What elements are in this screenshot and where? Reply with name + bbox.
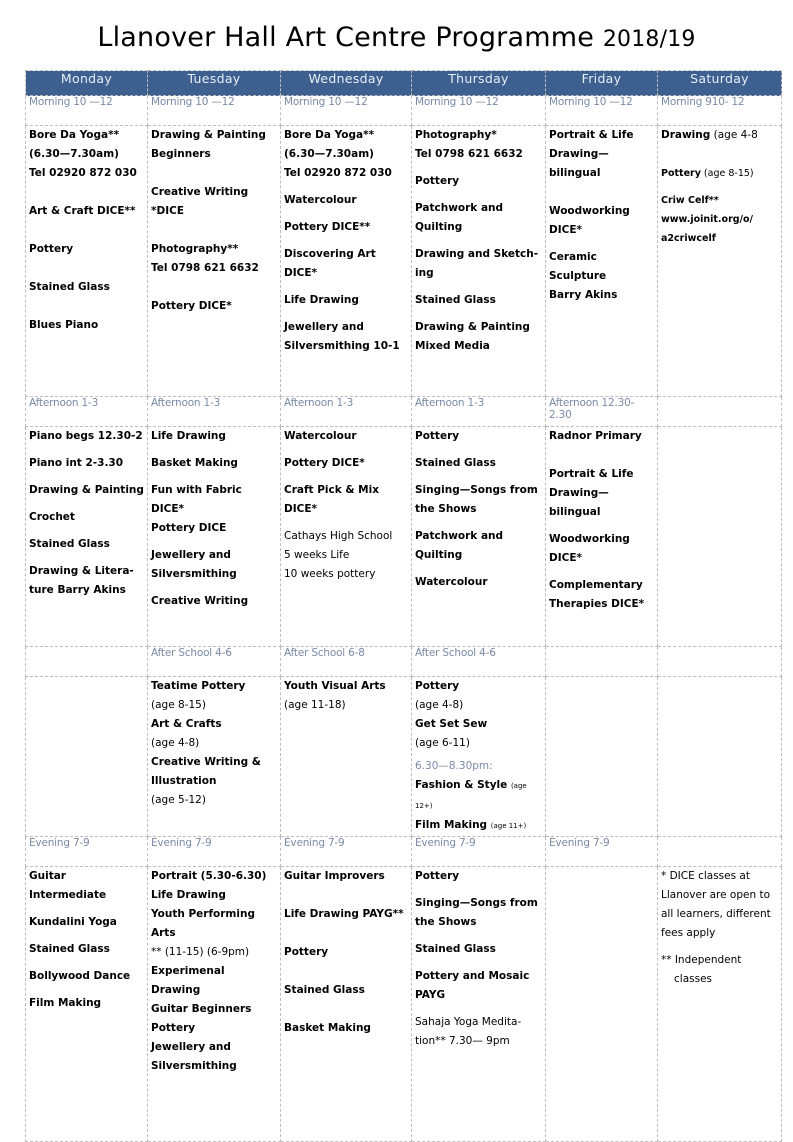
slot-label-inline: 6.30—8.30pm: bbox=[415, 760, 493, 772]
class-item: Life Drawing bbox=[151, 889, 226, 901]
class-item: ing bbox=[415, 267, 434, 279]
slot-label: After School 4-6 bbox=[412, 647, 546, 677]
slot-label: Afternoon 1-3 bbox=[148, 397, 281, 427]
slot-label: Afternoon 1-3 bbox=[412, 397, 546, 427]
class-item: Guitar Improvers bbox=[284, 870, 385, 882]
friday-morning-classes bbox=[546, 126, 658, 397]
monday-afternoon-classes bbox=[26, 427, 148, 647]
class-item: Woodworking bbox=[549, 533, 630, 545]
class-item: Creative Writing bbox=[151, 186, 249, 198]
monday-after-school-classes bbox=[26, 677, 148, 837]
evening-classes-row bbox=[26, 867, 782, 1142]
class-item: Craft Pick & Mix bbox=[284, 484, 380, 496]
class-item: Tel 02920 872 030 bbox=[29, 167, 137, 179]
slot-label bbox=[658, 397, 782, 427]
class-item: Barry Akins bbox=[549, 289, 618, 301]
class-item: Youth Visual Arts bbox=[284, 680, 386, 692]
class-item: Stained Glass bbox=[29, 538, 110, 550]
title-year: 2018/19 bbox=[602, 27, 696, 52]
class-item: Radnor Primary bbox=[549, 430, 642, 442]
footnote-dice: Llanover are open to bbox=[661, 889, 771, 901]
class-item: Pottery DICE* bbox=[151, 300, 232, 312]
morning-slot-row bbox=[26, 96, 782, 126]
class-item: Quilting bbox=[415, 549, 463, 561]
class-item: Drawing & Painting bbox=[151, 129, 266, 141]
class-item: Stained Glass bbox=[284, 984, 365, 996]
class-item: Stained Glass bbox=[415, 294, 496, 306]
class-item: Singing—Songs from bbox=[415, 897, 538, 909]
class-note: Sahaja Yoga Medita- bbox=[415, 1016, 522, 1028]
slot-label bbox=[658, 837, 782, 867]
footnote-independent: ** Independent bbox=[661, 954, 742, 966]
class-item: Singing—Songs from bbox=[415, 484, 538, 496]
saturday-afternoon-classes bbox=[658, 427, 782, 647]
class-item: Basket Making bbox=[151, 457, 238, 469]
class-item: Quilting bbox=[415, 221, 463, 233]
slot-label: Morning 10 —12 bbox=[412, 96, 546, 126]
class-item: bilingual bbox=[549, 506, 601, 518]
slot-label: After School 4-6 bbox=[148, 647, 281, 677]
class-item: Pottery (age 8-15) bbox=[661, 168, 754, 179]
class-item: Get Set Sew bbox=[415, 718, 488, 730]
class-item: Tel 0798 621 6632 bbox=[415, 148, 523, 160]
tuesday-afternoon-classes bbox=[148, 427, 281, 647]
class-item: Beginners bbox=[151, 148, 211, 160]
class-item: Piano int 2-3.30 bbox=[29, 457, 124, 469]
slot-label bbox=[26, 647, 148, 677]
class-item: Stained Glass bbox=[415, 457, 496, 469]
class-item: Mixed Media bbox=[415, 340, 490, 352]
class-item: Pottery DICE* bbox=[284, 457, 365, 469]
class-item: Complementary bbox=[549, 579, 643, 591]
afternoon-slot-row bbox=[26, 397, 782, 427]
class-item: Teatime Pottery bbox=[151, 680, 246, 692]
class-item: Pottery bbox=[415, 430, 460, 442]
class-item: Watercolour bbox=[284, 430, 357, 442]
class-item: the Shows bbox=[415, 916, 477, 928]
slot-label: Evening 7-9 bbox=[546, 837, 658, 867]
class-item: Drawing— bbox=[549, 148, 609, 160]
class-age: (age 4-8) bbox=[151, 737, 200, 749]
class-note: 5 weeks Life bbox=[284, 549, 350, 561]
day-wednesday: Wednesday bbox=[281, 71, 412, 96]
class-item: Life Drawing PAYG** bbox=[284, 908, 404, 920]
class-item: Woodworking bbox=[549, 205, 630, 217]
class-item: Ceramic Sculpture bbox=[549, 251, 607, 282]
class-item: Photography* bbox=[415, 129, 497, 141]
wednesday-afternoon-classes bbox=[281, 427, 412, 647]
footnote-dice: * DICE classes at bbox=[661, 870, 750, 882]
class-item: Stained Glass bbox=[415, 943, 496, 955]
class-item: DICE* bbox=[549, 552, 582, 564]
day-thursday: Thursday bbox=[412, 71, 546, 96]
class-item: Art & Craft DICE** bbox=[29, 205, 136, 217]
slot-label: Afternoon 1-3 bbox=[26, 397, 148, 427]
class-item: Watercolour bbox=[415, 576, 488, 588]
saturday-after-school-classes bbox=[658, 677, 782, 837]
day-monday: Monday bbox=[26, 71, 148, 96]
class-age: (age 6-11) bbox=[415, 737, 470, 749]
class-item: (6.30—7.30am) bbox=[29, 148, 119, 160]
class-item: Kundalini Yoga bbox=[29, 916, 117, 928]
class-item: Drawing & Painting bbox=[415, 321, 530, 333]
class-item: Pottery bbox=[415, 680, 460, 692]
class-item: Photography** bbox=[151, 243, 239, 255]
day-saturday: Saturday bbox=[658, 71, 782, 96]
slot-label: Evening 7-9 bbox=[148, 837, 281, 867]
class-age: (age 4-8) bbox=[415, 699, 464, 711]
class-item: Film Making bbox=[29, 997, 102, 1009]
class-item: Film Making (age 11+) bbox=[415, 819, 527, 831]
evening-slot-row bbox=[26, 837, 782, 867]
friday-afternoon-classes bbox=[546, 427, 658, 647]
class-note: 10 weeks pottery bbox=[284, 568, 376, 580]
thursday-evening-classes bbox=[412, 867, 546, 1142]
slot-label: After School 6-8 bbox=[281, 647, 412, 677]
class-item: Jewellery and bbox=[151, 549, 231, 561]
class-item: Silversmithing bbox=[151, 1060, 237, 1072]
class-age: (age 8-15) bbox=[151, 699, 206, 711]
class-item: Pottery bbox=[415, 870, 460, 882]
class-item: Pottery bbox=[284, 946, 329, 958]
class-item: Portrait (5.30-6.30) bbox=[151, 870, 267, 882]
class-item: bilingual bbox=[549, 167, 601, 179]
footnote-independent: classes bbox=[674, 973, 712, 985]
slot-label: Morning 10 —12 bbox=[281, 96, 412, 126]
title-main: Llanover Hall Art Centre Programme bbox=[97, 22, 595, 53]
class-item: Watercolour bbox=[284, 194, 357, 206]
class-item: Tel 02920 872 030 bbox=[284, 167, 392, 179]
slot-label: Morning 910- 12 bbox=[658, 96, 782, 126]
class-item: Piano begs 12.30-2 bbox=[29, 430, 143, 442]
class-item: Silversmithing bbox=[151, 568, 237, 580]
class-item: Art & Crafts bbox=[151, 718, 222, 730]
class-item: Bollywood Dance bbox=[29, 970, 131, 982]
class-item: Patchwork and bbox=[415, 530, 504, 542]
class-item: Stained Glass bbox=[29, 281, 110, 293]
class-item: Bore Da Yoga** bbox=[284, 129, 375, 141]
slot-label: Morning 10 —12 bbox=[26, 96, 148, 126]
after-school-classes-row bbox=[26, 677, 782, 837]
class-item: Therapies DICE* bbox=[549, 598, 645, 610]
class-item: Pottery bbox=[151, 1022, 196, 1034]
programme-table bbox=[25, 70, 782, 1142]
thursday-afternoon-classes bbox=[412, 427, 546, 647]
footnote-dice: fees apply bbox=[661, 927, 716, 939]
class-item: Fun with Fabric DICE* bbox=[151, 484, 242, 515]
slot-label: Evening 7-9 bbox=[26, 837, 148, 867]
class-item: Guitar Intermediate bbox=[29, 870, 107, 901]
class-item: DICE* bbox=[284, 503, 317, 515]
class-link[interactable]: www.joinit.org/o/ bbox=[661, 214, 754, 225]
class-item: Tel 0798 621 6632 bbox=[151, 262, 259, 274]
class-item: PAYG bbox=[415, 989, 446, 1001]
tuesday-after-school-classes bbox=[148, 677, 281, 837]
class-item: Criw Celf** bbox=[661, 195, 719, 206]
class-item: (6.30—7.30am) bbox=[284, 148, 374, 160]
class-item: Portrait & Life bbox=[549, 468, 634, 480]
class-item: Pottery bbox=[29, 243, 74, 255]
morning-classes-row bbox=[26, 126, 782, 397]
class-note: ** (11-15) (6-9pm) bbox=[151, 946, 250, 958]
class-item: Drawing & Painting bbox=[29, 484, 144, 496]
class-item: Blues Piano bbox=[29, 319, 99, 331]
class-item: Pottery bbox=[415, 175, 460, 187]
class-item: Basket Making bbox=[284, 1022, 371, 1034]
slot-label: Morning 10 —12 bbox=[546, 96, 658, 126]
class-item: Bore Da Yoga** bbox=[29, 129, 120, 141]
class-item: Drawing (age 4-8 bbox=[661, 129, 758, 141]
slot-label bbox=[658, 647, 782, 677]
class-item: Fashion & Style (age 12+) bbox=[415, 779, 527, 810]
slot-label: Morning 10 —12 bbox=[148, 96, 281, 126]
class-item: Life Drawing bbox=[151, 430, 226, 442]
class-item: Life Drawing bbox=[284, 294, 359, 306]
class-item: Drawing— bbox=[549, 487, 609, 499]
class-item: DICE* bbox=[549, 224, 582, 236]
class-note: tion** 7.30— 9pm bbox=[415, 1035, 510, 1047]
page-title bbox=[0, 22, 793, 53]
day-header-row bbox=[26, 71, 782, 96]
slot-label: Evening 7-9 bbox=[281, 837, 412, 867]
footnotes bbox=[658, 867, 782, 1142]
class-item: Illustration bbox=[151, 775, 217, 787]
class-item: Crochet bbox=[29, 511, 75, 523]
class-item: Creative Writing & bbox=[151, 756, 261, 768]
slot-label bbox=[546, 647, 658, 677]
class-item: Stained Glass bbox=[29, 943, 110, 955]
slot-label: Afternoon 1-3 bbox=[281, 397, 412, 427]
day-friday: Friday bbox=[546, 71, 658, 96]
friday-evening-classes bbox=[546, 867, 658, 1142]
thursday-after-school-classes bbox=[412, 677, 546, 837]
saturday-morning-classes bbox=[658, 126, 782, 397]
tuesday-evening-classes bbox=[148, 867, 281, 1142]
monday-evening-classes bbox=[26, 867, 148, 1142]
tuesday-morning-classes bbox=[148, 126, 281, 397]
class-item: Drawing and Sketch- bbox=[415, 248, 539, 260]
class-item: Discovering Art DICE* bbox=[284, 248, 376, 279]
slot-label: Afternoon 12.30-2.30 bbox=[546, 397, 658, 427]
class-item: Jewellery and bbox=[284, 321, 364, 333]
class-item: Guitar Beginners bbox=[151, 1003, 252, 1015]
afternoon-classes-row bbox=[26, 427, 782, 647]
slot-label: Evening 7-9 bbox=[412, 837, 546, 867]
after-school-slot-row bbox=[26, 647, 782, 677]
class-item: Youth Performing Arts bbox=[151, 908, 255, 939]
class-link[interactable]: a2criwcelf bbox=[661, 233, 716, 244]
wednesday-after-school-classes bbox=[281, 677, 412, 837]
day-tuesday: Tuesday bbox=[148, 71, 281, 96]
class-item: Creative Writing bbox=[151, 595, 249, 607]
class-item: Drawing & Litera- bbox=[29, 565, 134, 577]
class-item: Silversmithing 10-1 bbox=[284, 340, 400, 352]
class-age: (age 11-18) bbox=[284, 699, 346, 711]
thursday-morning-classes bbox=[412, 126, 546, 397]
class-item: Pottery DICE** bbox=[284, 221, 371, 233]
class-note: Cathays High School bbox=[284, 530, 393, 542]
monday-morning-classes bbox=[26, 126, 148, 397]
wednesday-evening-classes bbox=[281, 867, 412, 1142]
wednesday-morning-classes bbox=[281, 126, 412, 397]
class-item: Experimenal Drawing bbox=[151, 965, 225, 996]
class-item: Pottery DICE bbox=[151, 522, 227, 534]
class-age: (age 5-12) bbox=[151, 794, 206, 806]
class-item: *DICE bbox=[151, 205, 184, 217]
class-item: Jewellery and bbox=[151, 1041, 231, 1053]
class-item: the Shows bbox=[415, 503, 477, 515]
class-item: Portrait & Life bbox=[549, 129, 634, 141]
friday-after-school-classes bbox=[546, 677, 658, 837]
footnote-dice: all learners, different bbox=[661, 908, 771, 920]
class-item: ture Barry Akins bbox=[29, 584, 126, 596]
class-item: Pottery and Mosaic bbox=[415, 970, 530, 982]
class-item: Patchwork and bbox=[415, 202, 504, 214]
